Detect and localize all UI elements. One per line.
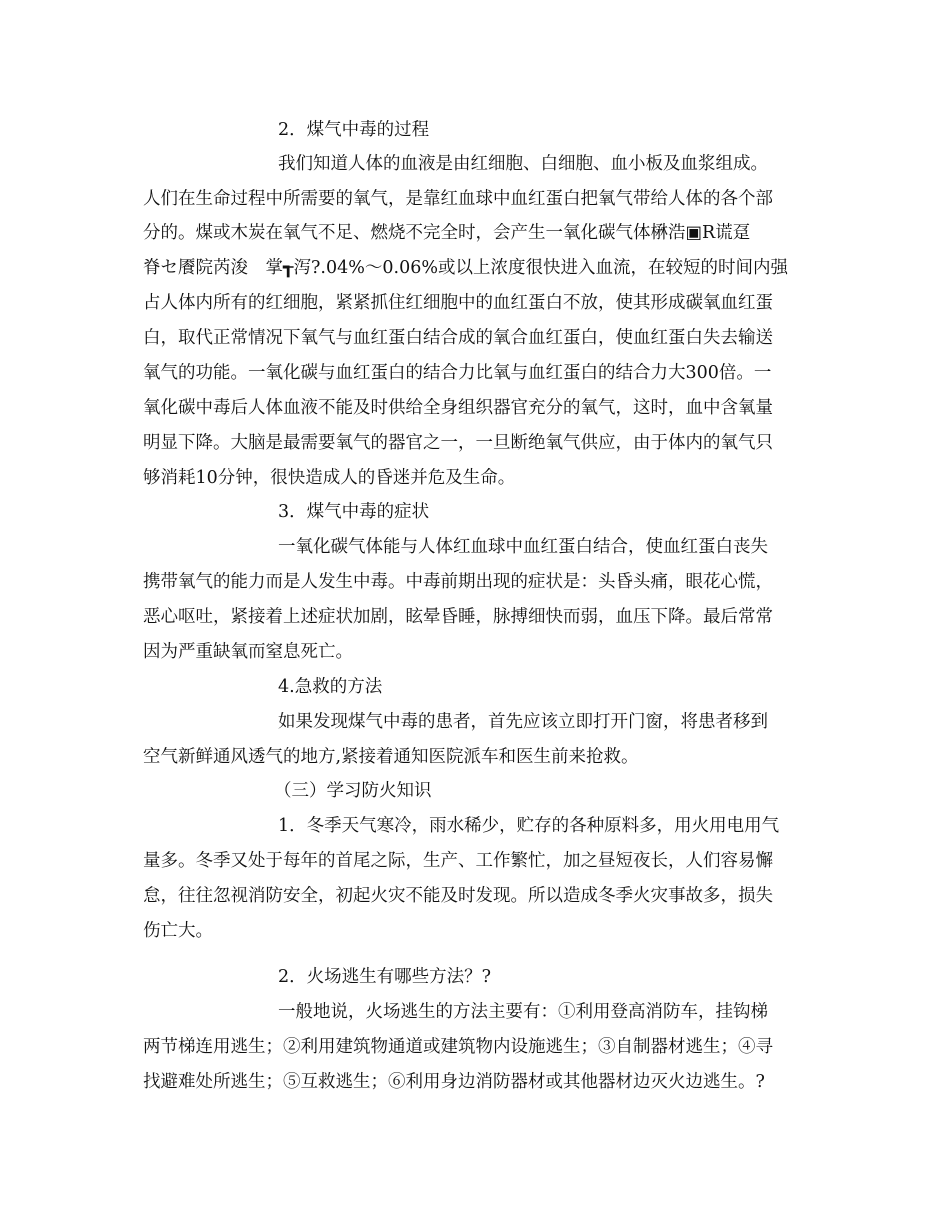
paragraph-line: 怠，往往忽视消防安全，初起火灾不能及时发现。所以造成冬季火灾事故多，损失 xyxy=(143,886,773,906)
paragraph-line: 两节梯连用逃生；②利用建筑物通道或建筑物内设施逃生；③自制器材逃生；④寻 xyxy=(143,1037,773,1057)
section-heading-first-aid: 4.急救的方法 xyxy=(278,677,383,697)
paragraph-line: 我们知道人体的血液是由红细胞、白细胞、血小板及血浆组成。 xyxy=(278,154,768,174)
paragraph-line: 恶心呕吐，紧接着上述症状加剧，眩晕昏睡，脉搏细快而弱，血压下降。最后常常 xyxy=(143,607,773,627)
paragraph-line: 占人体内所有的红细胞，紧紧抓住红细胞中的血红蛋白不放，使其形成碳氧血红蛋 xyxy=(143,293,773,313)
paragraph-line: 脊セ餍院芮浚 掌┱泻?.04%～0.06%或以上浓度很快进入血流，在较短的时间内强 xyxy=(143,258,788,278)
part-heading-fire-knowledge: （三）学习防火知识 xyxy=(274,781,432,801)
paragraph-line: 伤亡大。 xyxy=(143,921,213,941)
paragraph-line: 氧气的功能。一氧化碳与血红蛋白的结合力比氧与血红蛋白的结合力大300倍。一 xyxy=(143,363,772,383)
paragraph-line: 因为严重缺氧而窒息死亡。 xyxy=(143,642,353,662)
paragraph-line: 找避难处所逃生；⑤互救逃生；⑥利用身边消防器材或其他器材边灭火边逃生。? xyxy=(143,1072,765,1092)
paragraph-line: 空气新鲜通风透气的地方,紧接着通知医院派车和医生前来抢救。 xyxy=(143,747,639,767)
paragraph-line: 1．冬季天气寒冷，雨水稀少，贮存的各种原料多，用火用电用气 xyxy=(278,816,780,836)
paragraph-line: 一般地说，火场逃生的方法主要有：①利用登高消防车，挂钩梯 xyxy=(278,1002,768,1022)
paragraph-line: 如果发现煤气中毒的患者，首先应该立即打开门窗，将患者移到 xyxy=(278,712,768,732)
section-heading-gas-poisoning-symptoms: 3．煤气中毒的症状 xyxy=(278,502,430,522)
paragraph-line: 氧化碳中毒后人体血液不能及时供给全身组织器官充分的氧气，这时，血中含氧量 xyxy=(143,398,773,418)
paragraph-line: 白，取代正常情况下氧气与血红蛋白结合成的氧合血红蛋白，使血红蛋白失去输送 xyxy=(143,328,773,348)
section-heading-fire-escape: 2．火场逃生有哪些方法？? xyxy=(278,967,492,987)
paragraph-line: 携带氧气的能力而是人发生中毒。中毒前期出现的症状是：头昏头痛，眼花心慌， xyxy=(143,572,773,592)
paragraph-line: 分的。煤或木炭在氧气不足、燃烧不完全时，会产生一氧化碳气体楙浩▣R谎趸 xyxy=(143,223,751,243)
paragraph-line: 够消耗10分钟，很快造成人的昏迷并危及生命。 xyxy=(143,468,516,488)
paragraph-line: 一氧化碳气体能与人体红血球中血红蛋白结合，使血红蛋白丧失 xyxy=(278,537,768,557)
section-heading-gas-poisoning-process: 2．煤气中毒的过程 xyxy=(278,120,430,140)
paragraph-line: 人们在生命过程中所需要的氧气，是靠红血球中血红蛋白把氧气带给人体的各个部 xyxy=(143,189,773,209)
paragraph-line: 明显下降。大脑是最需要氧气的器官之一，一旦断绝氧气供应，由于体内的氧气只 xyxy=(143,433,773,453)
paragraph-line: 量多。冬季又处于每年的首尾之际，生产、工作繁忙，加之昼短夜长，人们容易懈 xyxy=(143,851,773,871)
